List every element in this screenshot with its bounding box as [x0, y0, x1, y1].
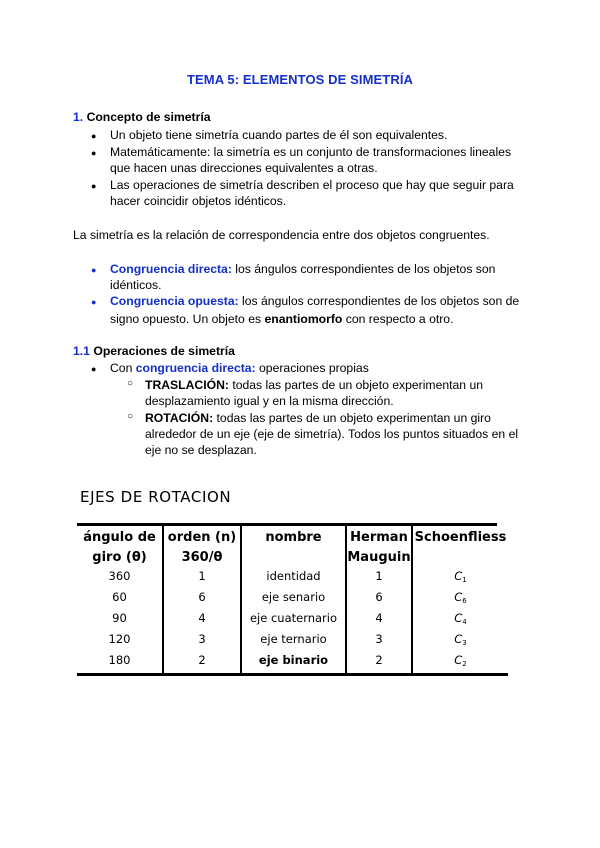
bullet-icon: ● [91, 131, 97, 141]
cell-nombre: eje binario [241, 652, 346, 675]
cell-hm: 4 [346, 610, 412, 631]
table-row [77, 568, 508, 589]
circle-bullet-icon: ○ [127, 411, 134, 422]
cell-angulo: 60 [112, 590, 127, 604]
definition-cont: desplazamiento igual y en la misma dirección. [145, 394, 394, 408]
cell-orden: 1 [163, 568, 241, 589]
table-row [77, 631, 508, 652]
bullet-icon: ● [91, 364, 97, 374]
cell-angulo: 120 [108, 632, 131, 646]
bullet-icon: ● [91, 265, 97, 275]
definition: los ángulos correspondientes de los objetos son [231, 262, 496, 276]
section-number: 1.1 [73, 344, 90, 358]
cell-orden: 2 [163, 652, 241, 675]
bullet-text: Un objeto tiene simetría cuando partes de él son equivalentes. [110, 128, 448, 142]
bullet-text: Matemáticamente: la simetría es un conjunto de transformaciones lineales [110, 145, 512, 159]
definition-cont: idénticos. [110, 278, 162, 292]
section-title: Operaciones de simetría [89, 344, 235, 358]
term: Congruencia directa: [110, 262, 232, 276]
section-heading-1-1 [73, 344, 235, 358]
definition: los ángulos correspondientes de los objetos son de [238, 294, 520, 308]
header-herman-mauguin: Herman Mauguin [346, 526, 412, 568]
table-row [77, 652, 508, 675]
cell-schoenfliess: $C_2$ [412, 652, 508, 675]
term: ROTACIÓN: [145, 411, 214, 425]
bullet-text: Las operaciones de simetría describen el proceso que hay que seguir para [110, 178, 514, 192]
bullet-text: hacer coincidir objetos idénticos. [110, 194, 287, 208]
header-angulo: ángulo de giro (θ) [83, 530, 156, 565]
bullet-text [110, 360, 369, 376]
page-title: TEMA 5: ELEMENTOS DE SIMETRÍA [186, 72, 414, 87]
rotacion-line [145, 410, 491, 426]
term: Congruencia opuesta: [110, 294, 239, 308]
section-number: 1. [73, 110, 84, 124]
header-orden: orden (n) 360/θ [163, 526, 241, 568]
cell-hm: 2 [346, 652, 412, 675]
definition: todas las partes de un objeto experimentan un giro [213, 411, 491, 425]
cell-orden: 3 [163, 631, 241, 652]
cell-hm: 1 [346, 568, 412, 589]
definition-cont: eje no se desplazan. [145, 443, 257, 457]
circle-bullet-icon: ○ [127, 378, 134, 389]
text: con respecto a otro. [342, 312, 454, 326]
bullet-icon: ● [91, 148, 97, 158]
cell-orden: 4 [163, 610, 241, 631]
definition: todas las partes de un objeto experimentan un [228, 378, 484, 392]
bullet-text: que hacen unas direcciones equivalentes a otras. [110, 161, 378, 175]
text: signo opuesto. Un objeto es [110, 312, 265, 326]
cell-nombre: identidad [241, 568, 346, 589]
definition-cont [110, 311, 453, 327]
cell-nombre: eje ternario [241, 631, 346, 652]
traslacion-line [145, 377, 483, 393]
text: operaciones propias [255, 361, 369, 375]
cell-hm: 6 [346, 589, 412, 610]
cell-angulo: 360 [108, 569, 131, 583]
cell-nombre: eje cuaternario [241, 610, 346, 631]
cell-schoenfliess: $C_4$ [412, 610, 508, 631]
congruencia-directa-line [110, 261, 495, 277]
bold-term: enantiomorfo [264, 312, 343, 326]
table-row [77, 610, 508, 631]
header-nombre: nombre [241, 526, 346, 568]
header-schoenfliess: Schoenfliess [412, 526, 508, 568]
definition-cont: alrededor de un eje (eje de simetría). Todos los puntos situados en el [145, 427, 519, 441]
term: TRASLACIÓN: [145, 378, 229, 392]
cell-schoenfliess: $C_6$ [412, 589, 508, 610]
term: congruencia directa: [135, 361, 256, 375]
section-heading-1 [73, 110, 211, 124]
cell-angulo: 90 [112, 611, 127, 625]
cell-schoenfliess: $C_3$ [412, 631, 508, 652]
congruencia-opuesta-line [110, 293, 519, 309]
cell-hm: 3 [346, 631, 412, 652]
ejes-table [77, 526, 508, 676]
cell-angulo: 180 [77, 652, 163, 675]
bullet-icon: ● [91, 181, 97, 191]
ejes-title: EJES DE ROTACION [80, 488, 232, 506]
section-title: Concepto de simetría [86, 110, 211, 124]
bullet-icon: ● [91, 297, 97, 307]
table-row [77, 589, 508, 610]
paragraph: La simetría es la relación de correspondencia entre dos objetos congruentes. [73, 228, 490, 242]
cell-schoenfliess: $C_1$ [412, 568, 508, 589]
cell-nombre: eje senario [241, 589, 346, 610]
text: Con [110, 361, 136, 375]
cell-orden: 6 [163, 589, 241, 610]
